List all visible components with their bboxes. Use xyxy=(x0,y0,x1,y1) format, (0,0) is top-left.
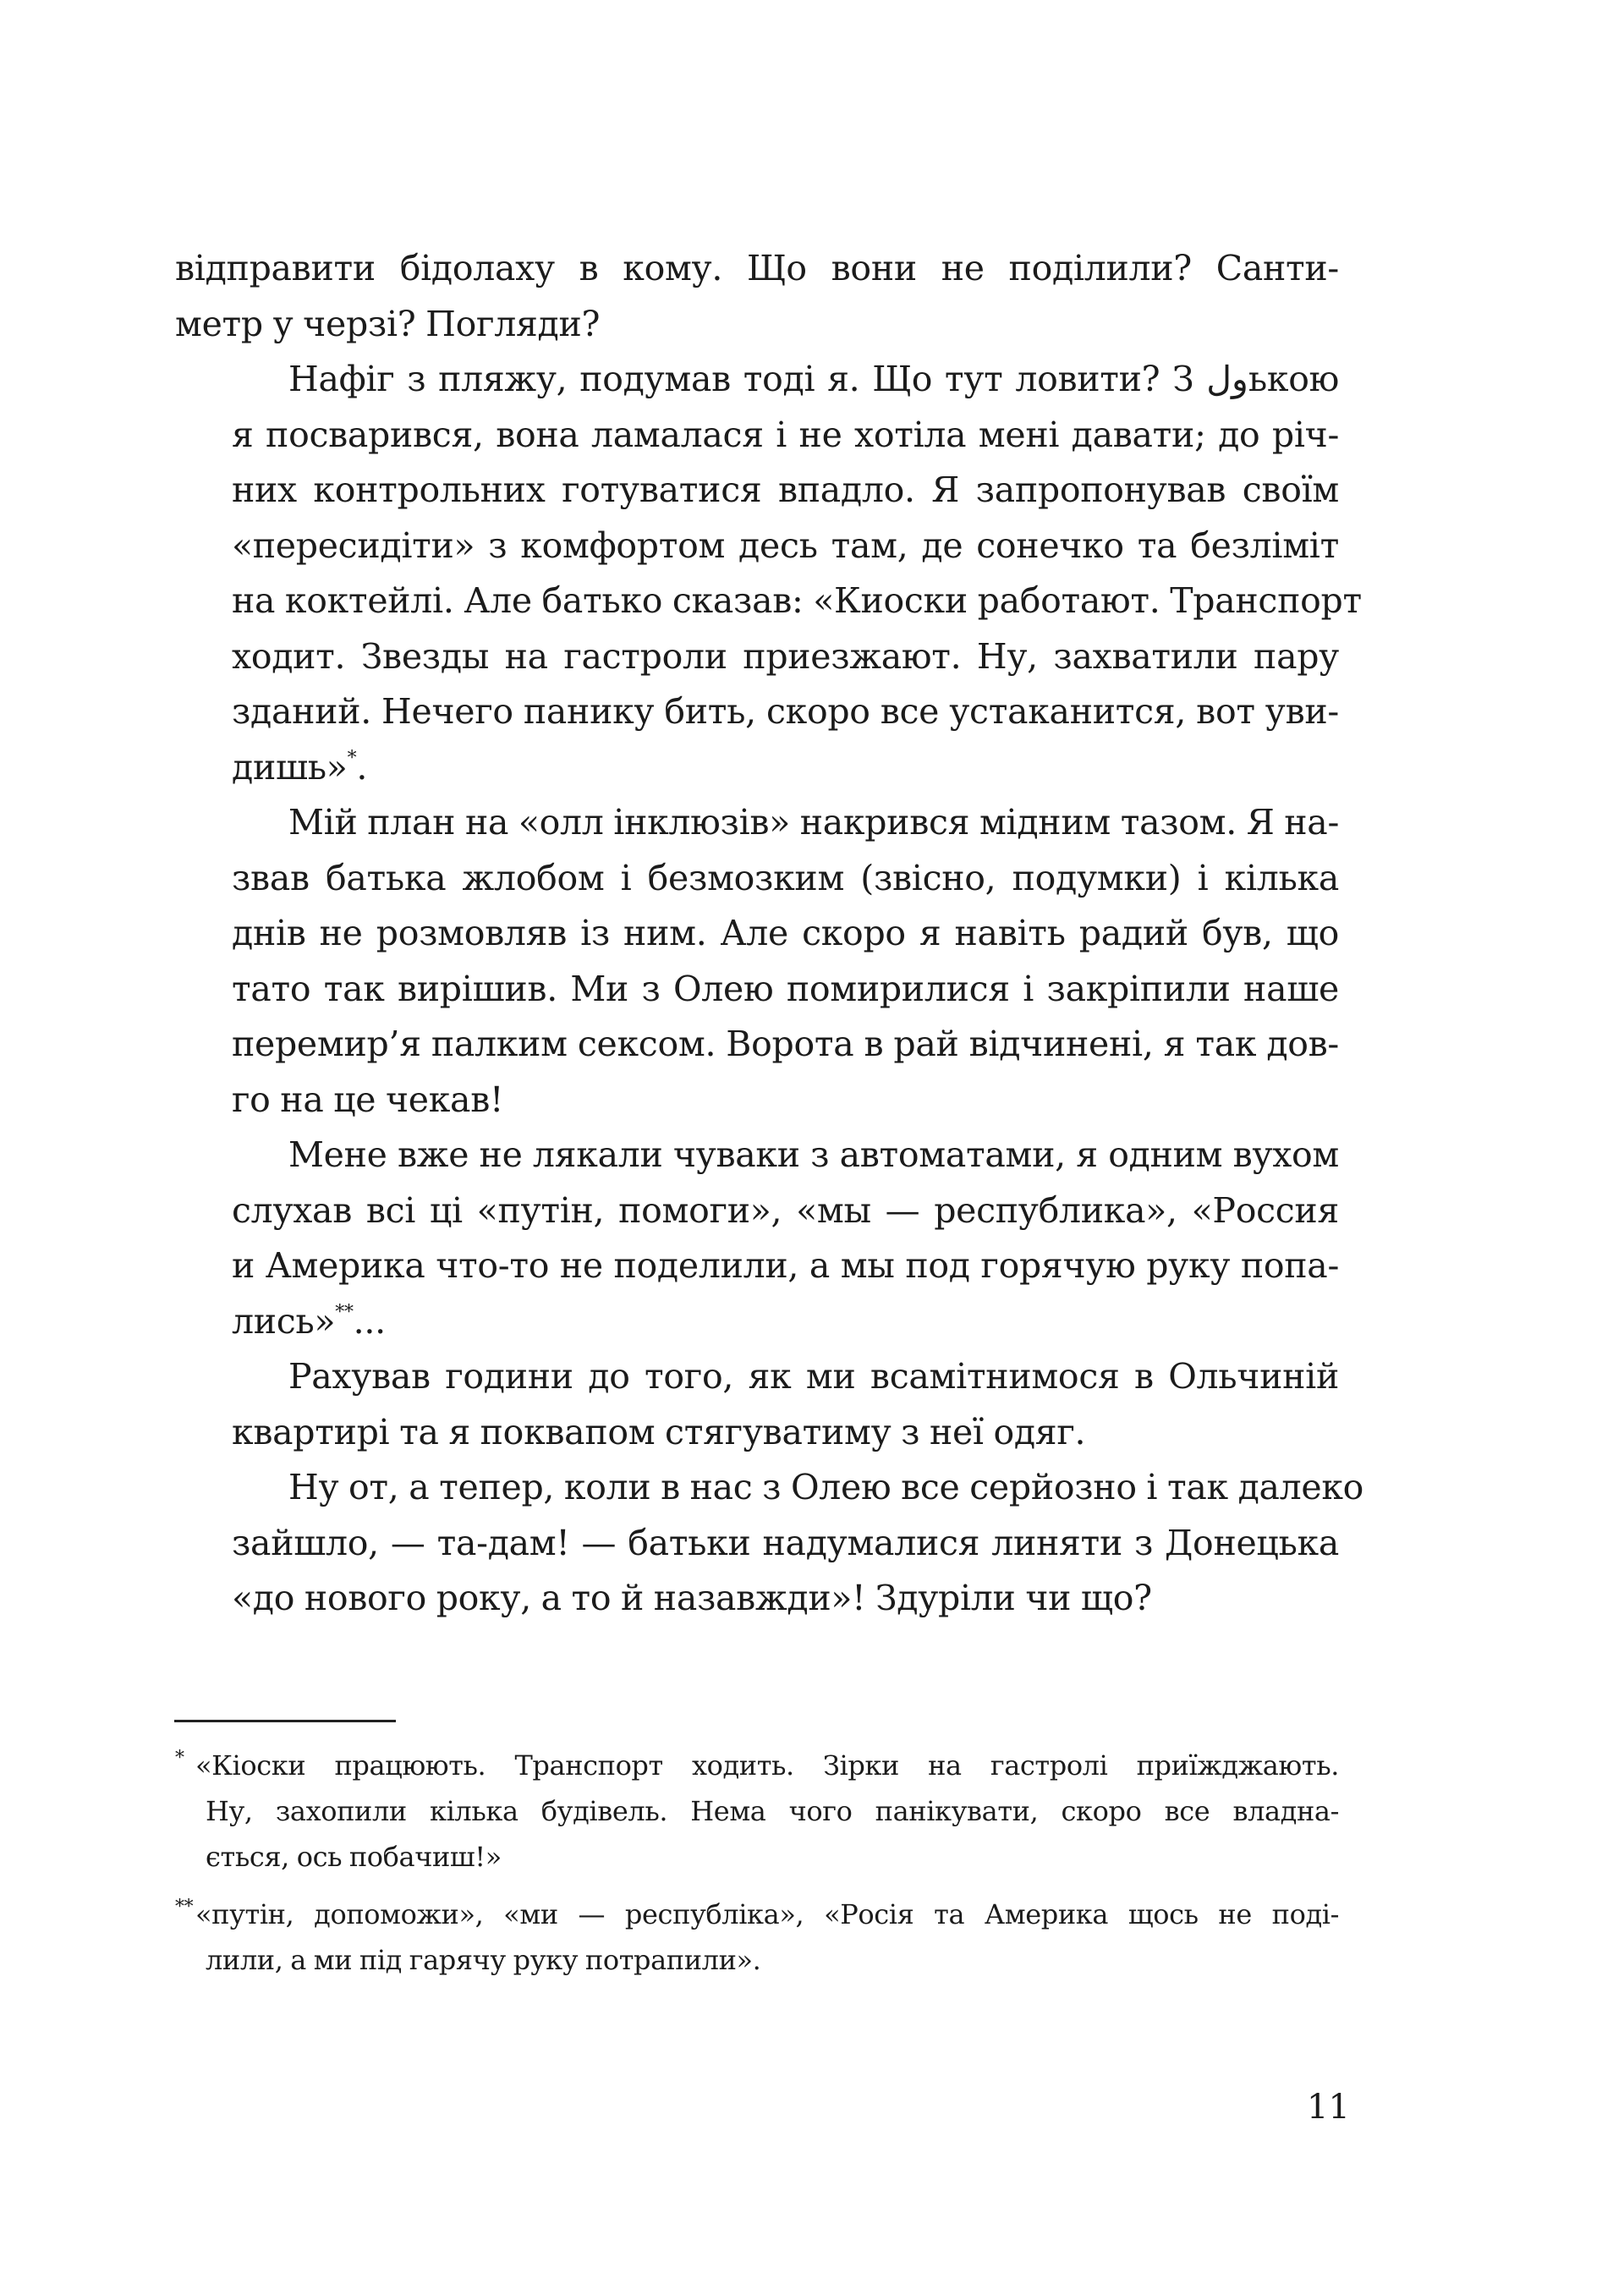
footnotes xyxy=(175,1743,1339,1995)
text-line: днів не розмовляв із ним. Але скоро я навіть радий був, що xyxy=(232,913,1339,953)
footnote-1 xyxy=(175,1743,1339,1880)
footnote-ref-2[interactable]: ** xyxy=(335,1301,354,1323)
paragraph-5 xyxy=(175,1349,1339,1460)
text-line: и Америка что-то не поделили, а мы под горячую руку попа- xyxy=(232,1245,1339,1286)
text-line: я посварився, вона ламалася і не хотіла мені давати; до річ- xyxy=(232,414,1339,455)
line-text: дишь» xyxy=(232,746,348,788)
paragraph-1 xyxy=(175,241,1339,352)
text-line: зайшло, — та-дам! — батьки надумалися линяти з Донецька xyxy=(232,1522,1339,1563)
text-line xyxy=(175,740,1339,796)
text-line: Мене вже не лякали чуваки з автоматами, я одним вухом xyxy=(288,1134,1339,1175)
paragraph-4 xyxy=(175,1128,1339,1349)
line-text: лись» xyxy=(232,1300,336,1342)
paragraph-3 xyxy=(175,795,1339,1128)
text-line xyxy=(175,1294,1339,1350)
text-line: метр у черзі? Погляди? xyxy=(175,303,601,344)
text-line: відправити бідолаху в кому. Що вони не поділили? Санти- xyxy=(175,248,1339,288)
text-line: звав батька жлобом і безмозким (звісно, подумки) і кілька xyxy=(232,857,1339,898)
text-line: тато так вирішив. Ми з Олею помирилися і закріпили наше xyxy=(232,968,1339,1009)
footnote-line: лили, а ми під гарячу руку потрапили». xyxy=(206,1944,761,1976)
body-text xyxy=(175,241,1364,1627)
footnote-ref-1[interactable]: * xyxy=(347,747,357,769)
footnote-mark: * xyxy=(175,1748,184,1769)
line-trailing: . xyxy=(356,746,368,788)
footnote-line: «Кіоски працюють. Транспорт ходить. Зірки на гастролі приїжджають. xyxy=(195,1749,1339,1782)
text-line: перемир’я палким сексом. Ворота в рай відчинені, я так дов- xyxy=(232,1024,1339,1064)
text-line: зданий. Нечего панику бить, скоро все устаканится, вот уви- xyxy=(232,691,1339,732)
text-line: слухав всі ці «путін, помоги», «мы — республика», «Россия xyxy=(232,1189,1339,1231)
paragraph-2 xyxy=(175,352,1362,795)
text-line: ходит. Звезды на гастроли приезжают. Ну, захватили пару xyxy=(232,635,1339,677)
footnote-separator xyxy=(174,1720,396,1722)
text-line: Мій план на «олл інклюзів» накрився мідним тазом. Я на- xyxy=(288,802,1339,843)
text-line: Нафіг з пляжу, подумав тоді я. Що тут ловити? З ولькою xyxy=(288,359,1339,399)
text-line: «до нового року, а то й назавжди»! Здуріли чи що? xyxy=(232,1578,1152,1618)
text-line: на коктейлі. Але батько сказав: «Киоски работают. Транспорт xyxy=(232,580,1362,621)
page-number: 11 xyxy=(1307,2088,1350,2127)
footnote-line: ється, ось побачиш!» xyxy=(206,1841,502,1873)
footnote-line: «путін, допоможи», «ми — республіка», «Росія та Америка щось не поді- xyxy=(195,1898,1339,1930)
text-line: них контрольних готуватися впадло. Я запропонував своїм xyxy=(232,469,1339,510)
text-line: «пересидіти» з комфортом десь там, де сонечко та безліміт xyxy=(232,524,1339,566)
footnote-mark: ** xyxy=(175,1897,194,1918)
footnote-2 xyxy=(175,1891,1339,1983)
paragraph-6 xyxy=(175,1460,1364,1627)
text-line: Ну от, а тепер, коли в нас з Олею все серйозно і так далеко xyxy=(288,1467,1364,1507)
text-line: го на це чекав! xyxy=(232,1079,504,1120)
footnote-line: Ну, захопили кілька будівель. Нема чого панікувати, скоро все владна- xyxy=(206,1795,1339,1827)
line-trailing: ... xyxy=(353,1300,386,1342)
text-line: квартирі та я поквапом стягуватиму з неї одяг. xyxy=(232,1411,1086,1452)
text-line: Рахував години до того, як ми всамітнимося в Ольчиній xyxy=(288,1356,1339,1397)
